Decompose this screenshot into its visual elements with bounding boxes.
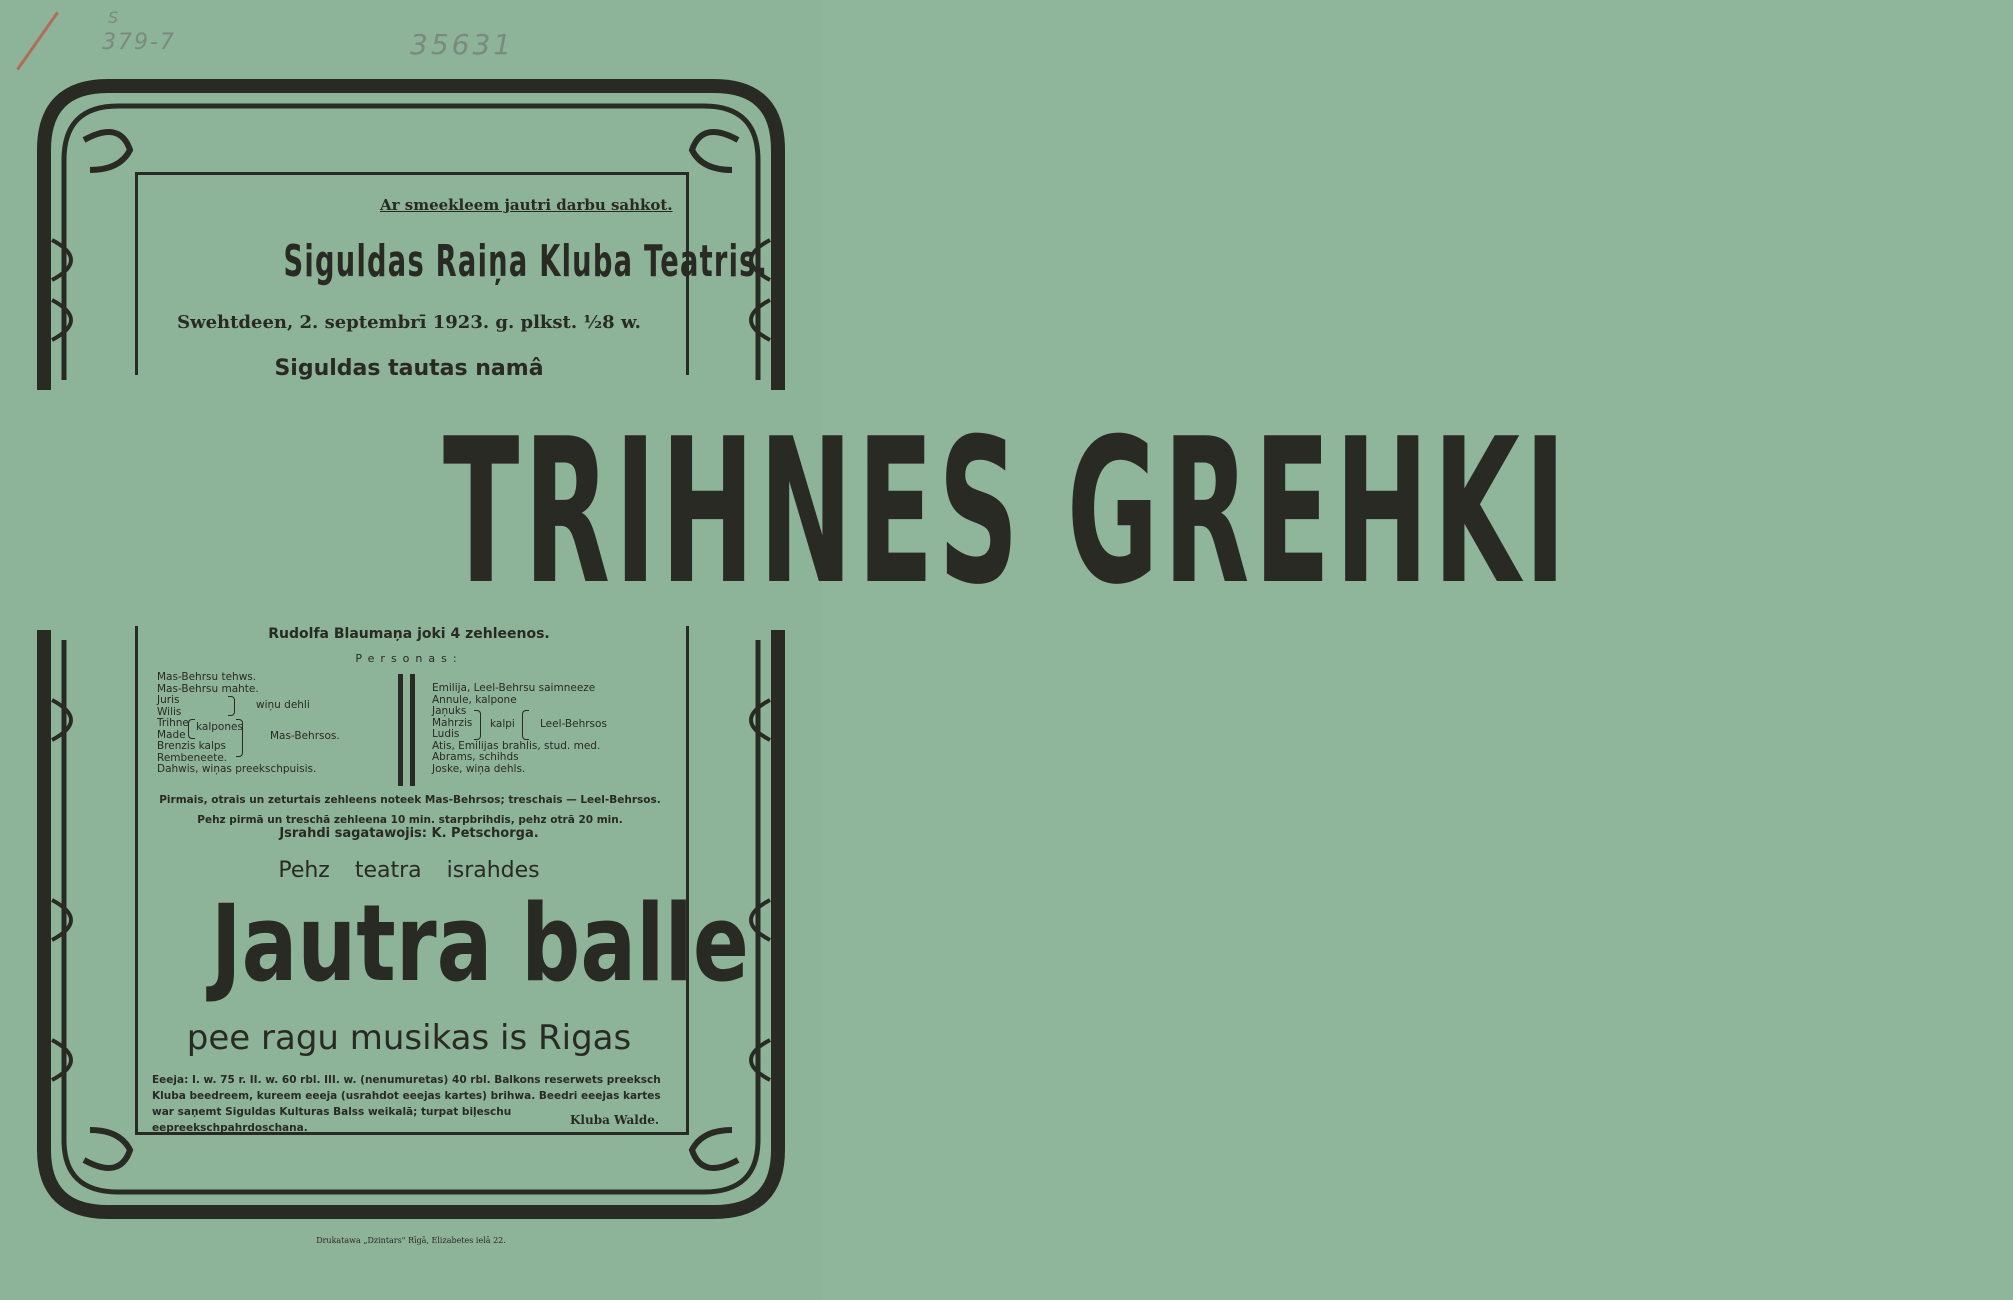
brace-maids-left [188, 719, 195, 739]
director-line: Jsrahdi sagatawojis: K. Petschorga. [279, 826, 539, 841]
cast-item: Juris [157, 694, 180, 706]
cast-item: Mas-Behrsu mahte. [157, 682, 259, 695]
cast-item: Emilija, Leel-Behrsu saimneeze [432, 682, 596, 694]
archive-mark-2: 379-7 [102, 30, 176, 55]
club-name-wrap [135, 236, 769, 287]
cast-item: Mahrzis [432, 716, 473, 729]
play-title: TRIHNES GREHKI [442, 396, 1571, 629]
brace-sons [228, 696, 235, 716]
ball-title: Jautra balle [210, 882, 749, 1005]
performance-notes: Pirmais, otrais un zeturtais zehleens noteek Mas-Behrsos; treschais — Leel-Behrsos. Pehz pirmā un treschā zehleena 10 min. starpbrihdis, pehz otrā 20 min. [159, 794, 661, 826]
brace-family-left [236, 719, 243, 757]
cast-item: Ludis [432, 728, 460, 740]
date-line: Swehtdeen, 2. septembrī 1923. g. plkst. ½8 w. [177, 312, 641, 333]
play-subtitle: Rudolfa Blaumaņa joki 4 zehleenos. [268, 626, 550, 642]
cast-item: Rembeneete. [157, 751, 228, 764]
printer-imprint: Drukatawa „Dzintars" Rīgā, Elizabetes ielā 22. [316, 1236, 506, 1245]
title-wrap [0, 396, 1571, 629]
personas-heading: Personas: [355, 652, 463, 665]
brace-family-right [522, 710, 529, 740]
cast-item: Joske, wiņa dehls. [432, 762, 526, 775]
cast-separator-bar [410, 674, 415, 786]
cast-item: Brenzis kalps [157, 740, 227, 752]
cast-item: Jaņuks [432, 705, 467, 717]
music-line: pee ragu musikas is Rigas [186, 1018, 632, 1058]
prices-text: Eeeja: I. w. 75 r. II. w. 60 rbl. III. w. (nenumuretas) 40 rbl. Balkons reserwets preeksch Kluba beedreem, kureem eeeja (usrahdot eeejas kartes) brihwa. Beedri eeejas kartes war saņemt Siguldas Kulturas Balss weikalā; turpat biļeschu eepreekschpahrdoschana. [152, 1074, 661, 1134]
cast-item: Dahwis, wiņas preekschpuisis. [157, 763, 317, 775]
note-sons: wiņu dehli [256, 699, 310, 711]
archive-mark-1: S [108, 8, 119, 27]
cast-item: Atis, Emilijas brahlis, stud. med. [432, 739, 601, 752]
archive-mark-3: 35631 [410, 28, 515, 61]
brace-servants [474, 710, 481, 740]
signature: Kluba Walde. [570, 1113, 660, 1127]
cast-item: Annule, kalpone [432, 693, 517, 706]
cast-item: Wilis [157, 705, 182, 718]
club-name: Siguldas Raiņa Kluba Teatris. [283, 236, 769, 287]
cast-separator-bar [398, 674, 403, 786]
cast-item: Abrams, schihds [432, 751, 519, 763]
cast-item: Made [157, 728, 186, 741]
cast-item: Mas-Behrsu tehws. [157, 671, 257, 683]
after-show-line: Pehz teatra israhdes [278, 858, 540, 883]
venue: Siguldas tautas namâ [274, 356, 544, 381]
cast-item: Trihne [157, 717, 189, 729]
note-family-left: Mas-Behrsos. [270, 730, 340, 742]
motto: Ar smeekleem jautri darbu sahkot. [380, 196, 673, 214]
note-family-right: Leel-Behrsos [540, 718, 607, 730]
ball-title-wrap [135, 882, 749, 1005]
note-servants: kalpi [490, 718, 515, 730]
note-maids: kalpones [196, 721, 243, 733]
